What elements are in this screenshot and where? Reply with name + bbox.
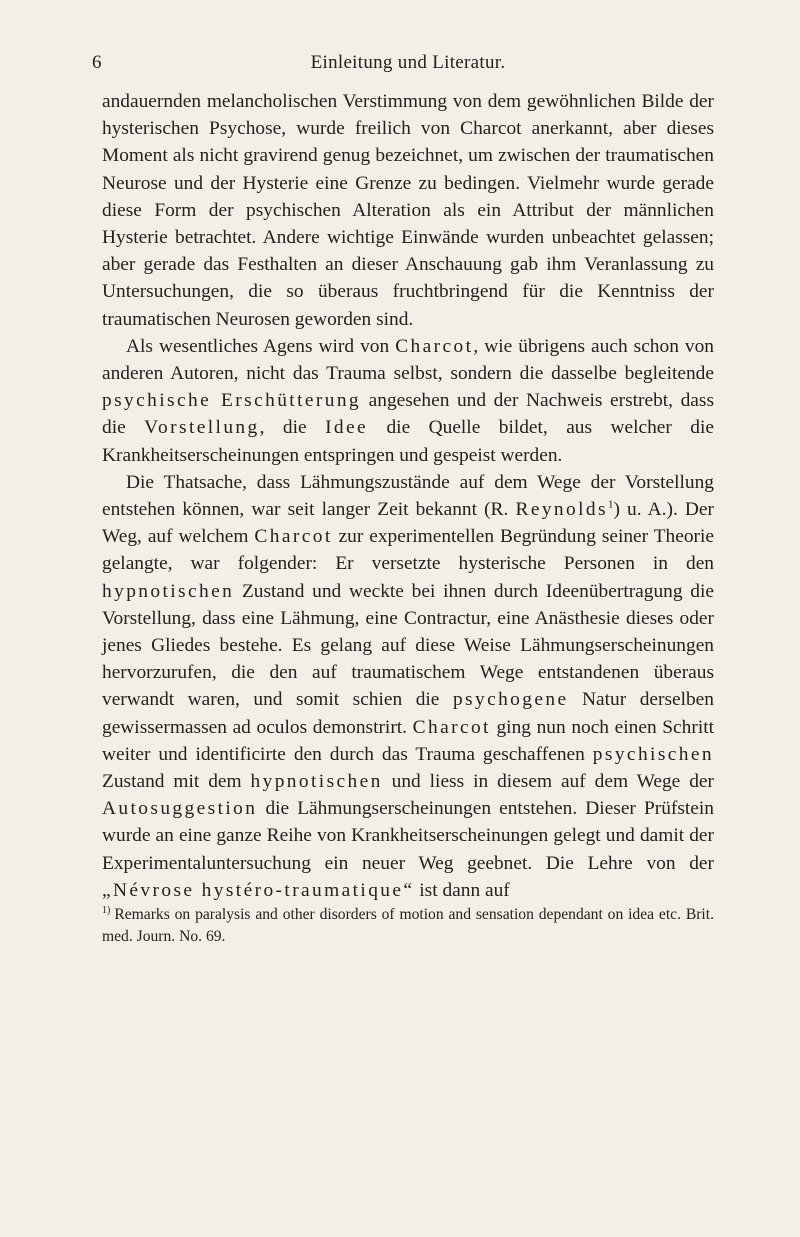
page-number: 6 [92,52,102,73]
p3-charcot-1: Charcot [254,526,333,548]
p2-text-e: die Quelle bildet, aus welcher die Krankheitserscheinungen entspringen und gespeist werden. [102,417,714,466]
p3-text-j: ist dann auf [419,879,510,901]
p3-psychogene: psychogene [452,689,569,711]
p3-text-e: Natur derselben gewissermassen ad oculos demonstrirt. [102,689,714,738]
paragraph-1: andauernden melancholischen Verstimmung von dem gewöhnlichen Bilde der hysterischen Psychose, wurde freilich von Charcot anerkannt, aber dieses Moment als nicht gravirend genug bezeichnet, um zwischen der traumatischen Neurose und der Hysterie eine Grenze zu bedingen. Vielmehr wurde gerade diese Form der psychischen Alteration als ein Attribut der männlichen Hysterie betrachtet. Andere wichtige Einwände wurden unbeachtet gelassen; aber gerade das Festhalten an dieser Anschauung gab ihm Veranlassung zu Untersuchungen, die so überaus fruchtbringend für die Kenntniss der traumatischen Neurosen geworden sind. [102,91,714,330]
body-text [102,88,714,948]
p2-text-b: , wie übrigens auch schon von anderen Autoren, nicht das Trauma selbst, sondern die dasselbe begleitende [102,335,714,385]
p3-reynolds: Reynolds [515,499,608,521]
p3-text-f: ging nun noch einen Schritt weiter und identificirte den durch das Trauma geschaffenen [102,716,714,765]
paragraph-2 [102,333,714,469]
p3-text-b: ) u. A.). Der Weg, auf welchem [102,499,714,548]
book-page [92,52,714,1212]
p2-charcot: Charcot [395,335,474,357]
p2-text-a: Als wesentliches Agens wird von [126,335,390,357]
p2-erschuetterung: psychische Erschütterung [102,390,362,412]
p3-autosuggestion: Autosuggestion [102,798,258,820]
footnote [102,904,714,948]
footnote-text: Remarks on paralysis and other disorders of motion and sensation dependant on idea etc. Brit. med. Journ. No. 69. [102,906,714,946]
p3-text-d: Zustand und weckte bei ihnen durch Ideenübertragung die Vorstellung, dass eine Lähmung, eine Contractur, eine Anästhesie dieses oder jenes Gliedes bestehe. Es gelang auf diese Weise Lähmungserscheinungen hervorzurufen, die den auf traumatischem Wege entstandenen überaus verwandt waren, und somit schien die [102,580,714,711]
p3-text-h: und liess in diesem auf dem Wege der [391,771,714,793]
p3-nevrose: „Névrose hystéro-traumatique“ [102,879,415,901]
p3-charcot-2: Charcot [412,716,491,738]
p3-hypnotischen-2: hypnotischen [250,771,383,793]
p3-hypnotischen: hypnotischen [102,580,235,602]
p2-text-c: angesehen und der Nachweis erstrebt, dass die [102,390,714,439]
running-head: Einleitung und Literatur. [310,52,506,73]
footnote-ref: 1 [607,498,614,511]
p3-text-i: die Lähmungserscheinungen entstehen. Dieser Prüfstein wurde an eine ganze Reihe von Krankheitserscheinungen gelegt und damit der Experimentaluntersuchung ein neuer Weg geebnet. Die Lehre von der [102,798,714,874]
p2-idee: Idee [325,417,369,439]
p3-text-g: Zustand mit dem [102,771,242,793]
p2-text-d: , die [259,417,307,439]
p3-text-a: Die Thatsache, dass Lähmungszustände auf dem Wege der Vorstellung entstehen können, war seit langer Zeit bekannt (R. [102,471,714,521]
footnote-mark: 1) [102,904,111,916]
p2-vorstellung: Vorstellung [144,417,260,439]
p3-psychischen: psychischen [592,743,714,765]
page-header [92,52,714,88]
paragraph-3 [102,469,714,904]
p3-text-c: zur experimentellen Begründung seiner Theorie gelangte, war folgender: Er versetzte hysterische Personen in den [102,526,714,575]
